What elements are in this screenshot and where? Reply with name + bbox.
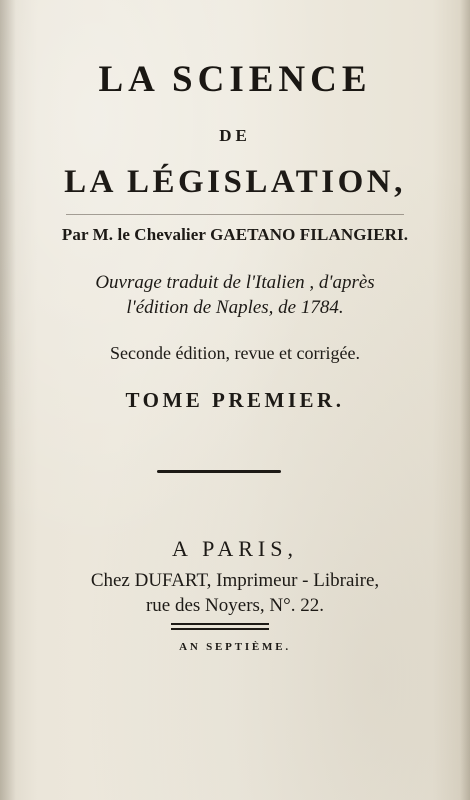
title-line-1: LA SCIENCE: [98, 59, 372, 100]
imprint-place: A PARIS,: [171, 536, 298, 561]
ornamental-rule: [157, 470, 281, 473]
title-line-3: LA LÉGISLATION,: [64, 164, 406, 200]
date-line: AN SEPTIÈME.: [179, 641, 291, 653]
thin-rule: [66, 214, 404, 215]
double-rule-top: [171, 623, 269, 625]
translation-line-1: Ouvrage traduit de l'Italien , d'après: [95, 272, 375, 293]
volume-line: TOME PREMIER.: [125, 388, 345, 412]
publisher-line-1: Chez DUFART, Imprimeur - Libraire,: [90, 570, 380, 591]
edition-line: Seconde édition, revue et corrigée.: [110, 343, 360, 363]
double-rule-bottom: [171, 628, 269, 630]
author-line: Par M. le Chevalier GAETANO FILANGIERI.: [61, 225, 409, 244]
title-line-2: DE: [219, 126, 251, 145]
publisher-line-2: rue des Noyers, N°. 22.: [145, 595, 325, 616]
translation-line-2: l'édition de Naples, de 1784.: [126, 297, 344, 318]
